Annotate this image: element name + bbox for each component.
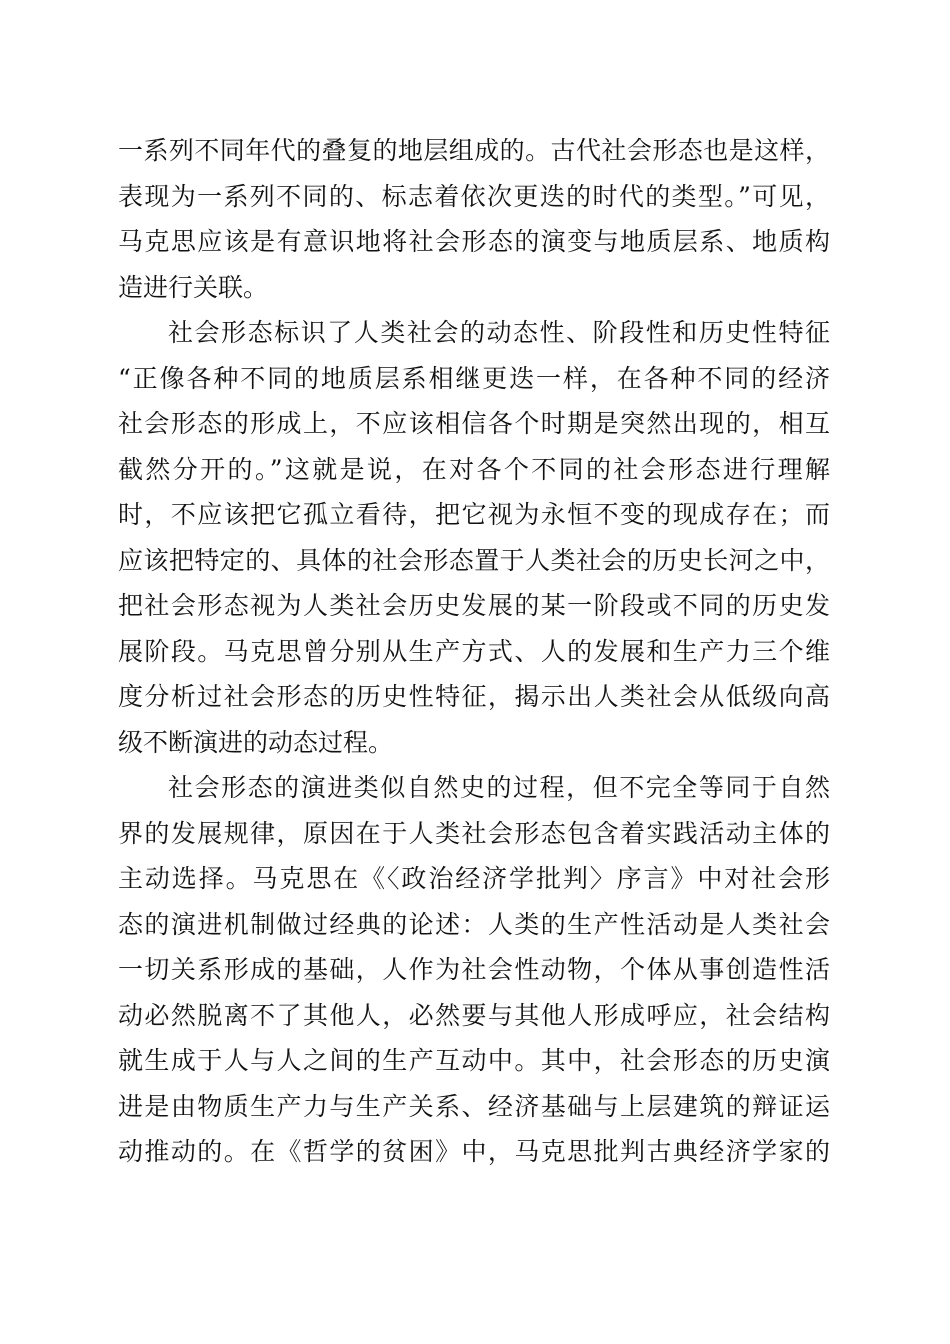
text-line: 造进行关联。 [118, 272, 269, 302]
text-line: 把社会形态视为人类社会历史发展的某一阶段或不同的历史发 [118, 591, 830, 620]
text-line: 应该把特定的、具体的社会形态置于人类社会的历史长河之中， [118, 545, 830, 575]
text-line: 界的发展规律，原因在于人类社会形态包含着实践活动主体的 [118, 818, 830, 848]
text-line: “正像各种不同的地质层系相继更迭一样，在各种不同的经济 [118, 363, 830, 393]
text-line: 进是由物质生产力与生产关系、经济基础与上层建筑的辩证运 [118, 1091, 830, 1121]
text-line: 主动选择。马克思在《〈政治经济学批判〉序言》中对社会形 [118, 864, 830, 893]
text-line: 表现为一系列不同的、标志着依次更迭的时代的类型。”可见， [118, 181, 830, 211]
text-line: 动推动的。在《哲学的贫困》中，马克思批判古典经济学家的 [118, 1137, 830, 1166]
text-line: 时，不应该把它孤立看待，把它视为永恒不变的现成存在；而 [118, 500, 830, 529]
text-line: 社会形态的形成上，不应该相信各个时期是突然出现的，相互 [118, 409, 830, 438]
text-line: 级不断演进的动态过程。 [118, 727, 394, 757]
text-line: 就生成于人与人之间的生产互动中。其中，社会形态的历史演 [118, 1046, 830, 1075]
text-line: 一切关系形成的基础，人作为社会性动物，个体从事创造性活 [118, 955, 830, 984]
text-line: 度分析过社会形态的历史性特征，揭示出人类社会从低级向高 [118, 682, 830, 711]
text-line: 动必然脱离不了其他人，必然要与其他人形成呼应，社会结构 [118, 1000, 830, 1030]
body-text [118, 128, 830, 1175]
text-line: 社会形态的演进类似自然史的过程，但不完全等同于自然 [168, 773, 830, 802]
text-line: 截然分开的。”这就是说，在对各个不同的社会形态进行理解 [118, 454, 830, 484]
text-line: 社会形态标识了人类社会的动态性、阶段性和历史性特征 [168, 318, 830, 347]
text-line: 一系列不同年代的叠复的地层组成的。古代社会形态也是这样， [118, 136, 830, 165]
text-line: 马克思应该是有意识地将社会形态的演变与地质层系、地质构 [118, 227, 830, 256]
text-line: 展阶段。马克思曾分别从生产方式、人的发展和生产力三个维 [118, 636, 830, 666]
text-line: 态的演进机制做过经典的论述：人类的生产性活动是人类社会 [118, 909, 830, 939]
